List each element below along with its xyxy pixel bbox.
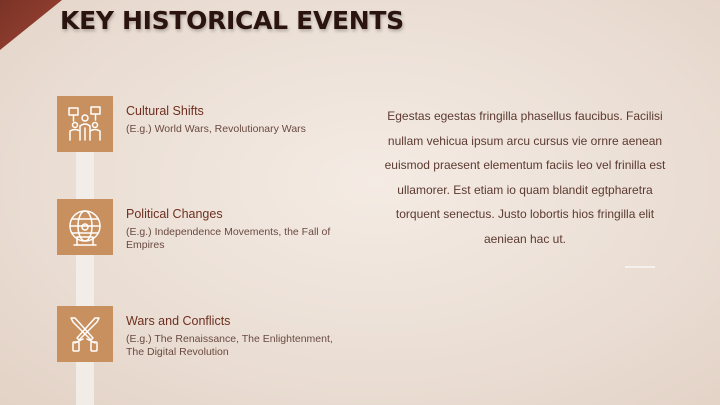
event-title: Wars and Conflicts [126, 314, 231, 328]
protest-crowd-icon [65, 104, 105, 144]
event-description: (E.g.) Independence Movements, the Fall of Empires [126, 226, 331, 251]
event-cultural-shifts [57, 96, 357, 156]
body-paragraph: Egestas egestas fringilla phasellus faucibus. Facilisi nullam vehicua ipsum arcu cursus vie ornre aenean euismod praesent elementum faciis leo vel frinilla est ullamorer. Est etiam io quam blandit egtpharetra torquent senectus. Justo lobortis hios fringilla elit aeniean hac ut. [384, 109, 666, 246]
event-wars-conflicts [57, 306, 357, 366]
icon-tile [57, 96, 113, 152]
event-title: Cultural Shifts [126, 104, 204, 118]
icon-tile [57, 199, 113, 255]
event-description: (E.g.) World Wars, Revolutionary Wars [126, 123, 306, 135]
slide-title: KEY HISTORICAL EVENTS [60, 6, 404, 35]
event-title: Political Changes [126, 207, 223, 221]
icon-tile [57, 306, 113, 362]
globe-podium-icon [65, 207, 105, 247]
divider-line [625, 266, 655, 268]
crossed-swords-icon [65, 314, 105, 354]
event-political-changes [57, 199, 357, 259]
event-description: (E.g.) The Renaissance, The Enlightenment, The Digital Revolution [126, 333, 333, 358]
corner-decoration [0, 0, 62, 50]
